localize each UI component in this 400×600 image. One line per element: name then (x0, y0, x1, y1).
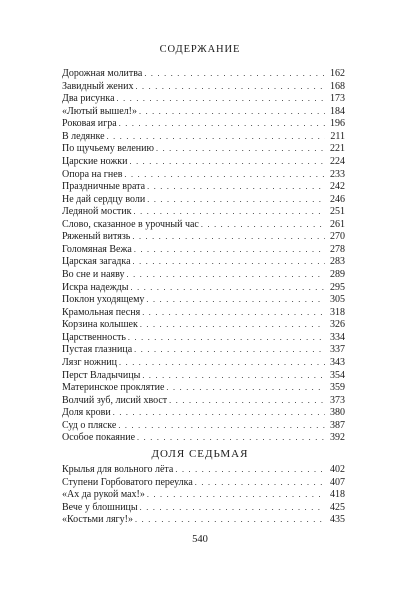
toc-entry (62, 464, 345, 477)
toc-entry-page: 359 (330, 382, 345, 394)
toc-entry-page: 224 (330, 155, 345, 167)
toc-entry (62, 477, 345, 490)
toc-entry (62, 231, 345, 244)
toc-entry (62, 420, 345, 433)
toc-entry (62, 156, 345, 169)
toc-entry (62, 502, 345, 515)
dot-leader (175, 464, 325, 477)
toc-entry-page: 233 (330, 168, 345, 180)
toc-entry (62, 143, 345, 156)
dot-leader (144, 68, 325, 81)
toc-entry-page: 184 (330, 105, 345, 117)
toc-entry (62, 206, 345, 219)
toc-entry-page: 251 (330, 206, 345, 218)
toc-entry-title: Дорожная молитва (62, 68, 143, 79)
toc-entry-title: Ступени Горбоватого переулка (62, 476, 193, 488)
dot-leader (142, 370, 325, 383)
dot-leader (140, 502, 325, 515)
toc-entry-page: 246 (330, 193, 345, 205)
toc-entry-title: Слово, сказанное в урочный час (62, 218, 199, 230)
toc-entry (62, 294, 345, 307)
toc-entry (62, 81, 345, 94)
toc-entry (62, 332, 345, 345)
toc-entry-page: 392 (330, 432, 345, 444)
toc-entry-title: Два рисунка (62, 93, 115, 105)
dot-leader (127, 269, 325, 282)
toc-entry-page: 168 (330, 80, 345, 92)
dot-leader (195, 477, 325, 490)
toc-entry (62, 194, 345, 207)
toc-entry-page: 387 (330, 419, 345, 431)
dot-leader (131, 282, 326, 295)
toc-entry-title: Крамольная песня (62, 306, 141, 318)
dot-leader (134, 344, 325, 357)
toc-entry (62, 118, 345, 131)
dot-leader (142, 307, 325, 320)
dot-leader (134, 244, 325, 257)
toc-entry-page: 407 (330, 476, 345, 488)
dot-leader (129, 156, 325, 169)
dot-leader (166, 382, 325, 395)
toc-entry-page: 173 (330, 93, 345, 105)
toc-entry-title: Во сне и наяву (62, 269, 125, 280)
dot-leader (133, 256, 325, 269)
toc-entry (62, 407, 345, 420)
dot-leader (135, 514, 325, 527)
toc-entry-title: Доля крови (62, 407, 111, 419)
toc-entry-title: Поклон уходящему (62, 294, 145, 306)
toc-entry-title: Праздничные врата (62, 181, 146, 193)
toc-entry (62, 307, 345, 320)
dot-leader (132, 231, 325, 244)
toc-entry-title: Пустая глазница (62, 344, 133, 356)
toc-entry-page: 211 (330, 130, 345, 142)
toc-entry-title: Ледяной мостик (62, 206, 132, 218)
toc-entry (62, 344, 345, 357)
dot-leader (113, 407, 325, 420)
toc-list-part-seven (62, 464, 345, 527)
toc-entry (62, 244, 345, 257)
toc-entry-title: Крылья для вольного лёта (62, 464, 174, 475)
toc-entry-title: Искра надежды (62, 281, 129, 293)
toc-entry-page: 326 (330, 319, 345, 331)
toc-entry-title: Суд о пляске (62, 419, 117, 431)
toc-entry (62, 357, 345, 370)
dot-leader (119, 357, 325, 370)
toc-entry-title: Царская загадка (62, 256, 131, 268)
toc-entry-title: Перст Владычицы (62, 369, 141, 381)
contents-heading: СОДЕРЖАНИЕ (159, 44, 241, 55)
toc-entry (62, 256, 345, 269)
toc-entry (62, 131, 345, 144)
toc-entry-page: 425 (330, 501, 345, 513)
toc-entry-title: Материнское проклятие (62, 382, 165, 394)
toc-entry (62, 106, 345, 119)
toc-entry-title: Царственность (62, 331, 126, 343)
toc-entry-page: 278 (330, 243, 345, 255)
dot-leader (128, 332, 325, 345)
toc-entry-page: 380 (330, 407, 345, 419)
toc-entry (62, 219, 345, 232)
toc-entry-title: Волчий зуб, лисий хвост (62, 394, 168, 406)
dot-leader (147, 181, 325, 194)
toc-entry-page: 354 (330, 369, 345, 381)
toc-entry-page: 221 (330, 143, 345, 155)
dot-leader (124, 169, 325, 182)
toc-entry (62, 181, 345, 194)
toc-entry-page: 261 (330, 218, 345, 230)
toc-entry-page: 435 (330, 514, 345, 526)
toc-entry-title: Лязг ножниц (62, 356, 117, 368)
toc-entry (62, 514, 345, 527)
toc-entry (62, 269, 345, 282)
toc-entry (62, 93, 345, 106)
toc-entry-title: Завидный жених (62, 80, 134, 92)
toc-entry-title: «Лютый вышел!» (62, 105, 137, 117)
toc-entry-page: 162 (330, 68, 345, 79)
toc-entry-title: Особое покаяние (62, 432, 136, 444)
dot-leader (107, 131, 325, 144)
dot-leader (147, 194, 325, 207)
toc-entry (62, 68, 345, 81)
dot-leader (134, 206, 325, 219)
toc-entry-page: 337 (330, 344, 345, 356)
dot-leader (147, 489, 325, 502)
toc-entry-title: «Ах да рукой мах!» (62, 489, 145, 501)
toc-entry-page: 418 (330, 489, 345, 501)
toc-entry-page: 196 (330, 118, 345, 130)
dot-leader (135, 81, 325, 94)
toc-entry-title: Роковая игра (62, 118, 117, 130)
toc-entry-title: Ряженый витязь (62, 231, 131, 243)
toc-entry-title: Опора на гнев (62, 168, 123, 180)
toc-entry (62, 395, 345, 408)
toc-entry-page: 334 (330, 331, 345, 343)
toc-entry-title: Царские ножки (62, 155, 128, 167)
toc-entry-title: В ледянке (62, 130, 105, 142)
dot-leader (169, 395, 325, 408)
toc-entry-page: 283 (330, 256, 345, 268)
part-heading: ДОЛЯ СЕДЬМАЯ (151, 448, 249, 460)
dot-leader (201, 219, 325, 232)
toc-entry (62, 382, 345, 395)
toc-entry-page: 373 (330, 394, 345, 406)
toc-entry-page: 295 (330, 281, 345, 293)
toc-entry-title: Корзина колышек (62, 319, 138, 331)
toc-entry-page: 402 (330, 464, 345, 475)
page-number: 540 (192, 534, 208, 545)
toc-entry (62, 489, 345, 502)
toc-entry-title: Голомяная Вежа (62, 243, 132, 255)
toc-entry-title: «Костьми лягу!» (62, 514, 133, 526)
toc-entry-title: По щучьему велению (62, 143, 154, 155)
toc-list-main (62, 68, 345, 445)
toc-entry-page: 318 (330, 306, 345, 318)
toc-entry-page: 343 (330, 356, 345, 368)
toc-entry (62, 169, 345, 182)
toc-entry (62, 432, 345, 445)
dot-leader (117, 93, 325, 106)
dot-leader (139, 106, 325, 119)
toc-entry-page: 289 (330, 269, 345, 280)
toc-entry (62, 370, 345, 383)
toc-entry (62, 282, 345, 295)
toc-entry-title: Вече у блошницы (62, 501, 138, 513)
dot-leader (146, 294, 325, 307)
toc-entry-page: 305 (330, 294, 345, 306)
dot-leader (137, 432, 325, 445)
toc-entry-title: Не дай сердцу воли (62, 193, 146, 205)
dot-leader (119, 118, 325, 131)
dot-leader (118, 420, 325, 433)
dot-leader (156, 143, 325, 156)
toc-entry (62, 319, 345, 332)
toc-entry-page: 242 (330, 181, 345, 193)
dot-leader (140, 319, 325, 332)
toc-entry-page: 270 (330, 231, 345, 243)
